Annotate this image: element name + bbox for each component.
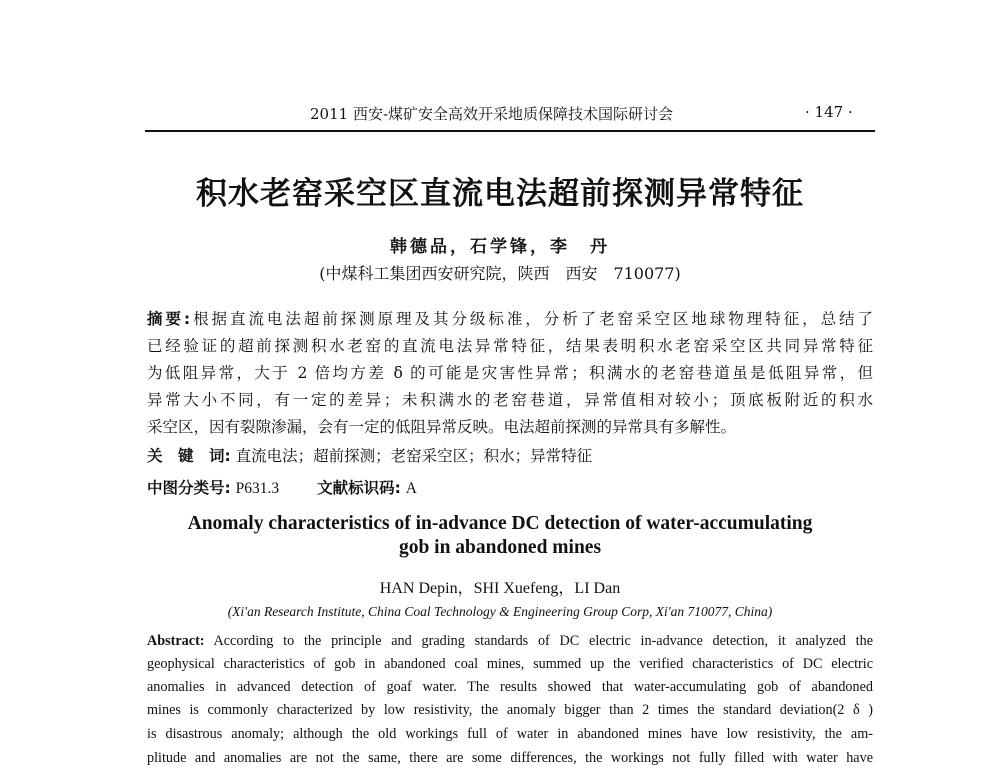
abstract-en-label: Abstract:: [147, 633, 205, 649]
classification: [147, 476, 873, 498]
abstract-en-line: is disastrous anomaly; although the old workings full of water in abandoned mines have low resistivity, the am-: [147, 726, 873, 742]
running-header: 2011 西安-煤矿安全高效开采地质保障技术国际研讨会: [310, 105, 674, 123]
affiliation-zh: (中煤科工集团西安研究院，陕西 西安 710077): [319, 264, 681, 283]
affiliation-en: (Xi'an Research Institute, China Coal Technology & Engineering Group Corp, Xi'an 710077, China): [227, 604, 773, 619]
keywords-label: 关 键 词:: [147, 447, 231, 465]
abstract-zh-line: 为低阻异常，大于 2 倍均方差 δ 的可能是灾害性异常；积满水的老窑巷道虽是低阻异常，但: [147, 364, 873, 382]
paper-title-en-line2: gob in abandoned mines: [398, 537, 602, 558]
abstract-zh-line: 异常大小不同，有一定的差异；未积满水的老窑巷道，异常值相对较小；顶底板附近的积水: [147, 391, 873, 409]
keywords-value: 直流电法；超前探测；老窑采空区；积水；异常特征: [235, 447, 593, 465]
abstract-zh-line: 已经验证的超前探测积水老窑的直流电法异常特征，结果表明积水老窑采空区共同异常特征: [147, 337, 873, 355]
doc-code-label: 文献标识码:: [317, 479, 401, 497]
abstract-en-line: mines is commonly characterized by low resistivity, the anomaly bigger than 2 times the standard deviation(2 δ ): [147, 702, 873, 718]
clc-label: 中图分类号:: [147, 479, 231, 497]
clc-value: P631.3: [235, 480, 280, 497]
authors-zh: 韩德品，石学锋，李 丹: [390, 237, 610, 257]
authors-en: HAN Depin，SHI Xuefeng，LI Dan: [379, 580, 621, 597]
abstract-en-text: According to the principle and grading standards of DC electric in-advance detection, it analyzed the: [213, 633, 873, 649]
abstract-en-line: [147, 633, 873, 650]
paper-title-zh: 积水老窑采空区直流电法超前探测异常特征: [196, 176, 804, 212]
abstract-en-line: geophysical characteristics of gob in abandoned coal mines, summed up the verified characteristics of DC electric: [147, 656, 873, 672]
abstract-zh-line: [147, 307, 873, 329]
abstract-en-line: anomalies in advanced detection of goaf water. The results showed that water-accumulating gob of abandoned: [147, 679, 873, 695]
keywords-zh: [147, 444, 873, 466]
abstract-zh-label: 摘要:: [147, 310, 191, 328]
doc-code-value: A: [405, 480, 417, 497]
header-rule: [145, 130, 875, 132]
paper-title-en-line1: Anomaly characteristics of in-advance DC detection of water-accumulating: [187, 513, 813, 534]
abstract-zh-line: 采空区，因有裂隙渗漏，会有一定的低阻异常反映。电法超前探测的异常具有多解性。: [147, 418, 737, 436]
abstract-zh-text: 根据直流电法超前探测原理及其分级标准，分析了老窑采空区地球物理特征，总结了: [190, 310, 873, 328]
page-number: · 147 ·: [805, 103, 853, 121]
abstract-en-line: plitude and anomalies are not the same, there are some differences, the workings not fully filled with water have: [147, 750, 873, 766]
